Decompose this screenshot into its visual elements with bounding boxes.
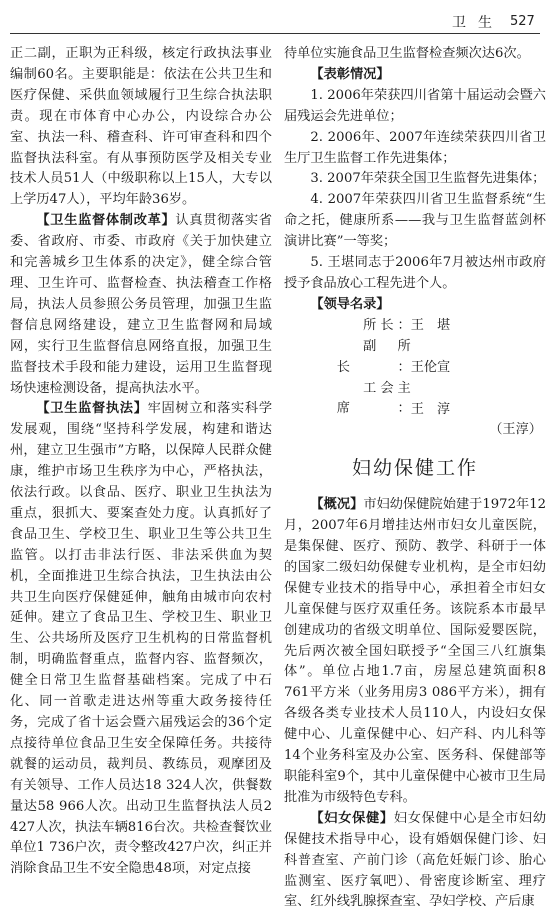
- left-column: [10, 44, 272, 880]
- heading-system-reform: 【 卫生监督体制改革 】: [36, 213, 175, 228]
- paragraph-system-reform: [10, 211, 272, 399]
- leader-name: 王伦宣: [410, 359, 451, 375]
- leader-row: [284, 337, 546, 379]
- award-item: 4. 2007年荣获四川省卫生监督系统“生命之托，健康所系——我与卫生监督蓝剑杯演讲比赛”一等奖；: [284, 192, 546, 250]
- page-number: 527: [510, 14, 535, 29]
- section-title: 妇幼保健工作: [351, 457, 478, 480]
- paragraph-law-enforcement: [10, 399, 272, 880]
- leader-role: 所长：: [363, 317, 411, 333]
- paragraph-continued: 正二副，正职为正科级，核定行政执法事业编制60名。主要职能是：依法在公共卫生和医疗保健、采供血领域履行卫生综合执法职责。现在市体育中心办公，内设综合办公室、执法一科、稽查科、许可审查科和四个监督执法科室。有从事预防医学及相关专业技术人员51人（中级职称以上15人，大专以上学历47人），平均年龄36岁。: [10, 46, 272, 208]
- paragraph-continued-right: 待单位实施食品卫生监督检查频次达6次。: [284, 46, 530, 61]
- text-women-health: 妇女保健中心是全市妇幼保健技术指导中心，设有婚姻保健门诊、妇科普查室、产前门诊（高危妊娠门诊、胎心监测室、医疗氧吧）、骨密度诊断室、理疗室、红外线乳腺探查室、孕妇学校、产后康: [284, 810, 547, 910]
- header-rule: [10, 33, 540, 34]
- leader-role: 副所长：: [336, 338, 411, 375]
- author-credit: （王淳）: [489, 422, 542, 438]
- text-system-reform: 认真贯彻落实省委、省政府、市委、市政府《关于加快建立和完善城乡卫生体系的决定》，健全综合管理、卫生许可、监督检查、执法稽查工作格局，执法人员参照公务员管理，加强卫生监督信息网络建设，建立卫生监督网和局域网，实行卫生监督信息网络直报，加强卫生监督技术手段和能力建设，运用卫生监督现场快速检测设备，提高执法水平。: [10, 213, 273, 396]
- paragraph-women-health: [284, 809, 546, 913]
- leader-role: 工会主席：: [336, 380, 411, 417]
- award-item: 5. 王堪同志于2006年7月被达州市政府授予食品放心工程先进个人。: [284, 255, 546, 291]
- heading-overview: 【 概况 】: [310, 497, 363, 512]
- award-item: 3. 2007年荣获全国卫生监督先进集体；: [310, 171, 546, 187]
- heading-leaders: 【 领导名录 】: [284, 295, 546, 316]
- leader-name: 王 淳: [410, 401, 451, 417]
- leader-row: [284, 379, 546, 421]
- running-section-title: 卫生: [452, 15, 504, 31]
- heading-law-enforcement: 【 卫生监督执法 】: [36, 401, 147, 416]
- text-overview: 市妇幼保健院始建于1972年12月，2007年6月增挂达州市妇女儿童医院，是集保健、医疗、预防、教学、科研于一体的国家二级妇幼保健专业机构，是全市妇幼保健专业技术的指导中心，承担着全市妇女儿童保健与医疗双重任务。该院系本市最早创建成功的省级文明单位、国际爱婴医院，先后两次被全国妇联授予“全国三八红旗集体”。单位占地1.7亩，房屋总建筑面积8 761平方米（业务用房3 086平方米），拥有各级各类专业技术人员110人，内设妇女保健中心、儿童保健中心、妇产科、内儿科等14个业务科室及办公室、医务科、保健部等职能科室9个，其中儿童保健中心被市卫生局批准为市级特色专科。: [284, 497, 547, 805]
- heading-awards: 【 表彰情况 】: [284, 65, 546, 86]
- heading-women-health: 【 妇女保健 】: [310, 811, 393, 826]
- award-item: 2. 2006年、2007年连续荣获四川省卫生厅卫生监督工作先进集体；: [284, 129, 546, 166]
- leader-name: 王 堪: [410, 317, 451, 333]
- page-header: [0, 0, 550, 36]
- paragraph-overview: [284, 495, 546, 809]
- text-law-enforcement: 牢固树立和落实科学发展观，围绕“坚持科学发展，构建和谐达州，建立卫生强市”方略，以保障人民群众健康，维护市场卫生秩序为中心，严格执法，依法行政。以食品、医疗、职业卫生执法为重点，狠抓大、要案查处力度。认真抓好了食品卫生、学校卫生、职业卫生等公共卫生监管。以打击非法行医、非法采供血为契机，全面推进卫生综合执法，卫生执法由公共卫生向医疗保健延伸，触角由城市向农村延伸。建立了食品卫生、学校卫生、职业卫生、公共场所及医疗卫生机构的日常监督机制，明确监督重点，监督内容、监督频次，健全日常卫生监督基础档案。完成了中石化、同一首歌走进达州等重大政务接待任务，完成了省十运会暨六届残运会的36个定点接待单位食品卫生安全保障任务。共接待就餐的运动员，裁判员、教练员，观摩团及有关领导、工作人员达18 324人次，供餐数量达58 966人次。出动卫生监督执法人员2 427人次，执法车辆816台次。共检查餐饮业单位1 736户次，责令整改427户次，纠正并消除食品卫生不安全隐患48项，对定点接: [10, 401, 273, 877]
- right-column: [284, 44, 546, 913]
- award-item: 1. 2006年荣获四川省第十届运动会暨六届残运会先进单位；: [284, 87, 546, 124]
- leader-row: [284, 316, 546, 337]
